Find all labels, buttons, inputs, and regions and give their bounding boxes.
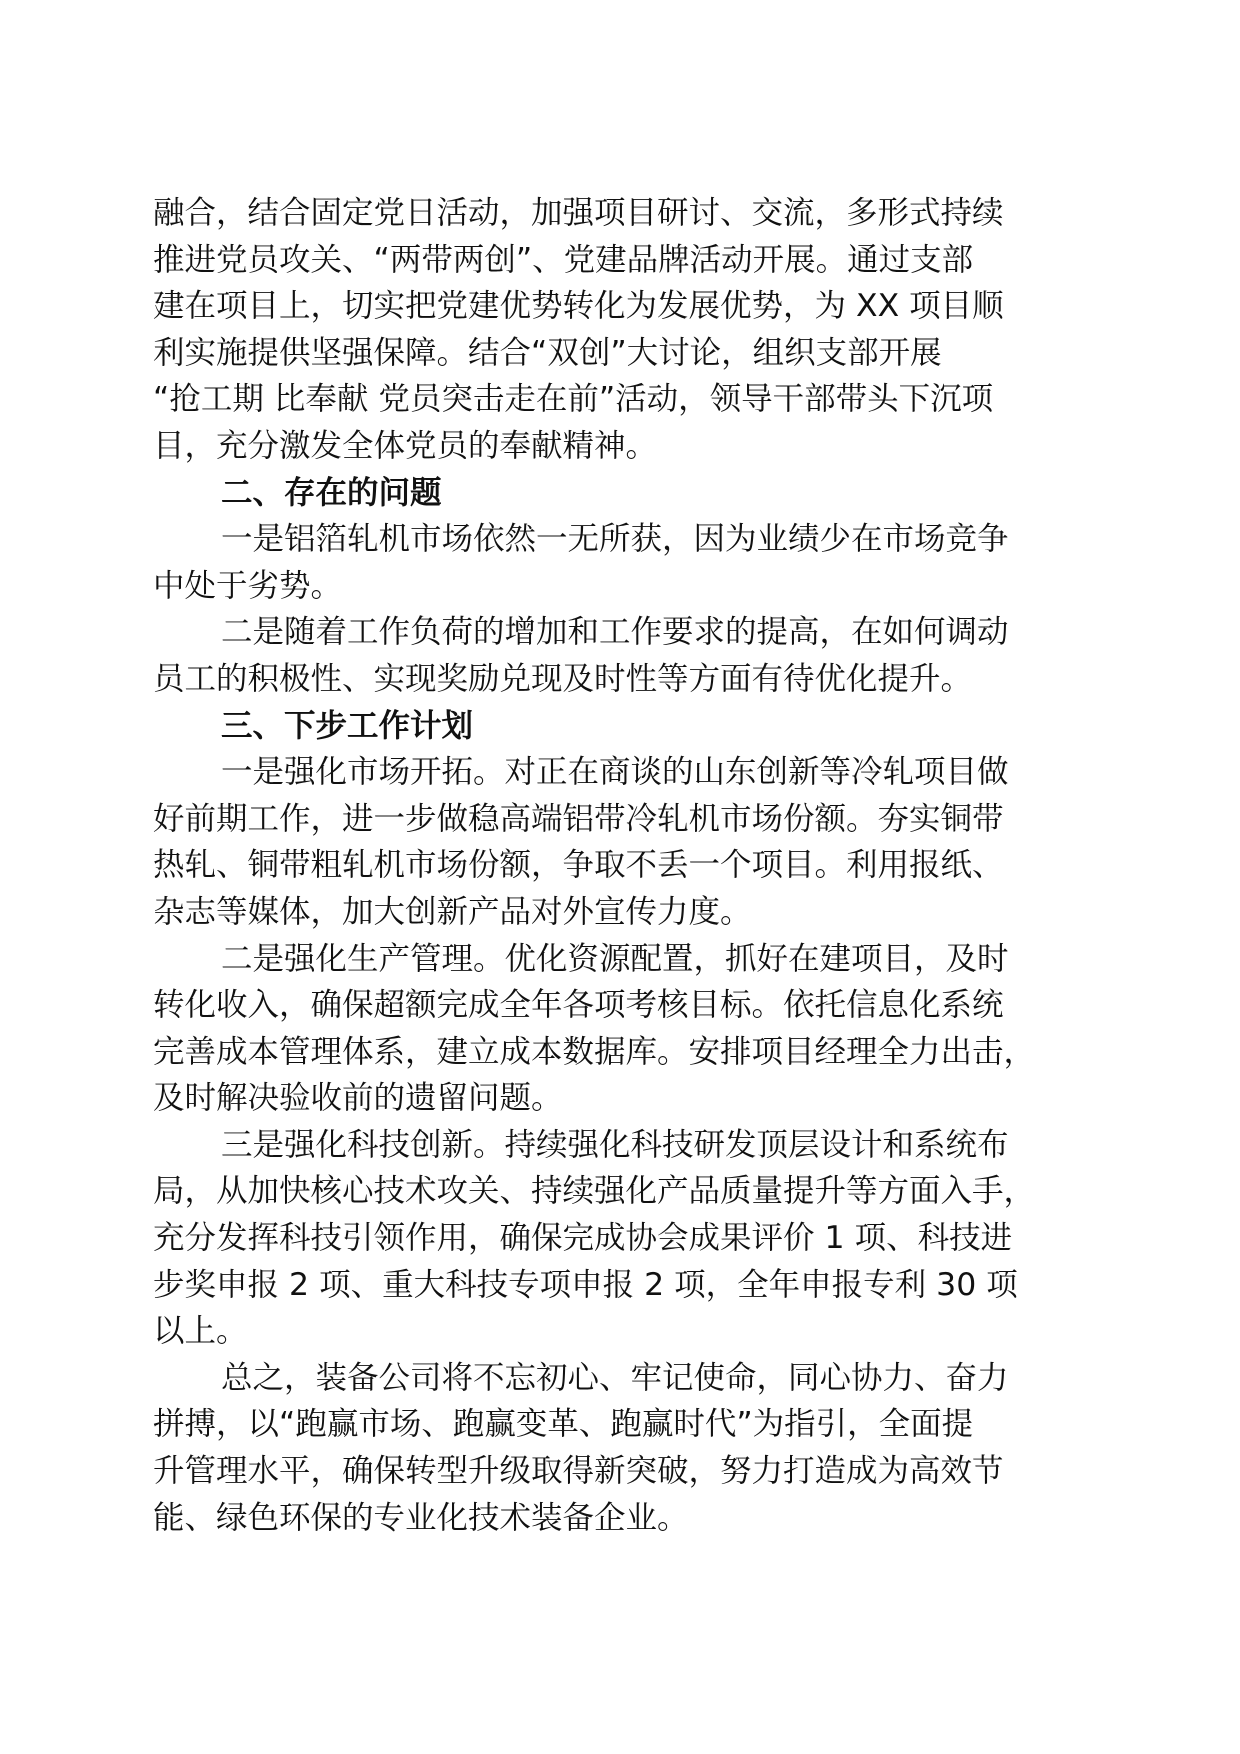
body-line: 二是强化生产管理。优化资源配置，抓好在建项目，及时 xyxy=(221,940,1009,977)
body-line: 建在项目上，切实把党建优势转化为发展优势，为 XX 项目顺 xyxy=(153,288,1004,325)
body-line: 一是铝箔轧机市场依然一无所获，因为业绩少在市场竞争 xyxy=(221,521,1009,558)
body-line: 充分发挥科技引领作用，确保完成协会成果评价 1 项、科技进 xyxy=(153,1220,1013,1257)
body-line: 融合，结合固定党日活动，加强项目研讨、交流，多形式持续 xyxy=(153,195,1004,231)
body-line: 拼搏，以“跑赢市场、跑赢变革、跑赢时代”为指引，全面提 xyxy=(153,1406,974,1443)
body-line: 局，从加快核心技术攻关、持续强化产品质量提升等方面入手， xyxy=(153,1173,1036,1210)
body-line: 二是随着工作负荷的增加和工作要求的提高，在如何调动 xyxy=(221,614,1009,651)
body-line: 完善成本管理体系，建立成本数据库。安排项目经理全力出击， xyxy=(153,1033,1036,1070)
body-line: 利实施提供坚强保障。结合“双创”大讨论，组织支部开展 xyxy=(153,334,942,371)
body-line: 中处于劣势。 xyxy=(153,567,343,604)
body-line: 好前期工作，进一步做稳高端铝带冷轧机市场份额。夯实铜带 xyxy=(153,800,1004,837)
body-line: 能、绿色环保的专业化技术装备企业。 xyxy=(153,1499,689,1536)
body-line: 步奖申报 2 项、重大科技专项申报 2 项，全年申报专利 30 项 xyxy=(153,1266,1018,1303)
body-line: 热轧、铜带粗轧机市场份额，争取不丢一个项目。利用报纸、 xyxy=(153,847,1004,884)
body-line: 目，充分激发全体党员的奉献精神。 xyxy=(153,427,658,464)
body-line: 杂志等媒体，加大创新产品对外宣传力度。 xyxy=(153,893,752,930)
document-body xyxy=(153,190,1083,1541)
body-line: 及时解决验收前的遗留问题。 xyxy=(153,1080,563,1117)
section-heading: 二、存在的问题 xyxy=(221,474,442,511)
body-line: 以上。 xyxy=(153,1313,248,1350)
body-line: 三是强化科技创新。持续强化科技研发顶层设计和系统布 xyxy=(221,1126,1009,1163)
body-line: 一是强化市场开拓。对正在商谈的山东创新等冷轧项目做 xyxy=(221,754,1009,791)
body-line: 转化收入，确保超额完成全年各项考核目标。依托信息化系统 xyxy=(153,987,1004,1024)
body-line: 推进党员攻关、“两带两创”、党建品牌活动开展。通过支部 xyxy=(153,241,974,278)
body-line: 员工的积极性、实现奖励兑现及时性等方面有待优化提升。 xyxy=(153,660,973,697)
body-line: 升管理水平，确保转型升级取得新突破，努力打造成为高效节 xyxy=(153,1453,1004,1490)
body-line: “抢工期 比奉献 党员突击走在前”活动，领导干部带头下沉项 xyxy=(153,381,994,418)
section-heading: 三、下步工作计划 xyxy=(221,707,474,744)
body-line: 总之，装备公司将不忘初心、牢记使命，同心协力、奋力 xyxy=(221,1359,1009,1396)
